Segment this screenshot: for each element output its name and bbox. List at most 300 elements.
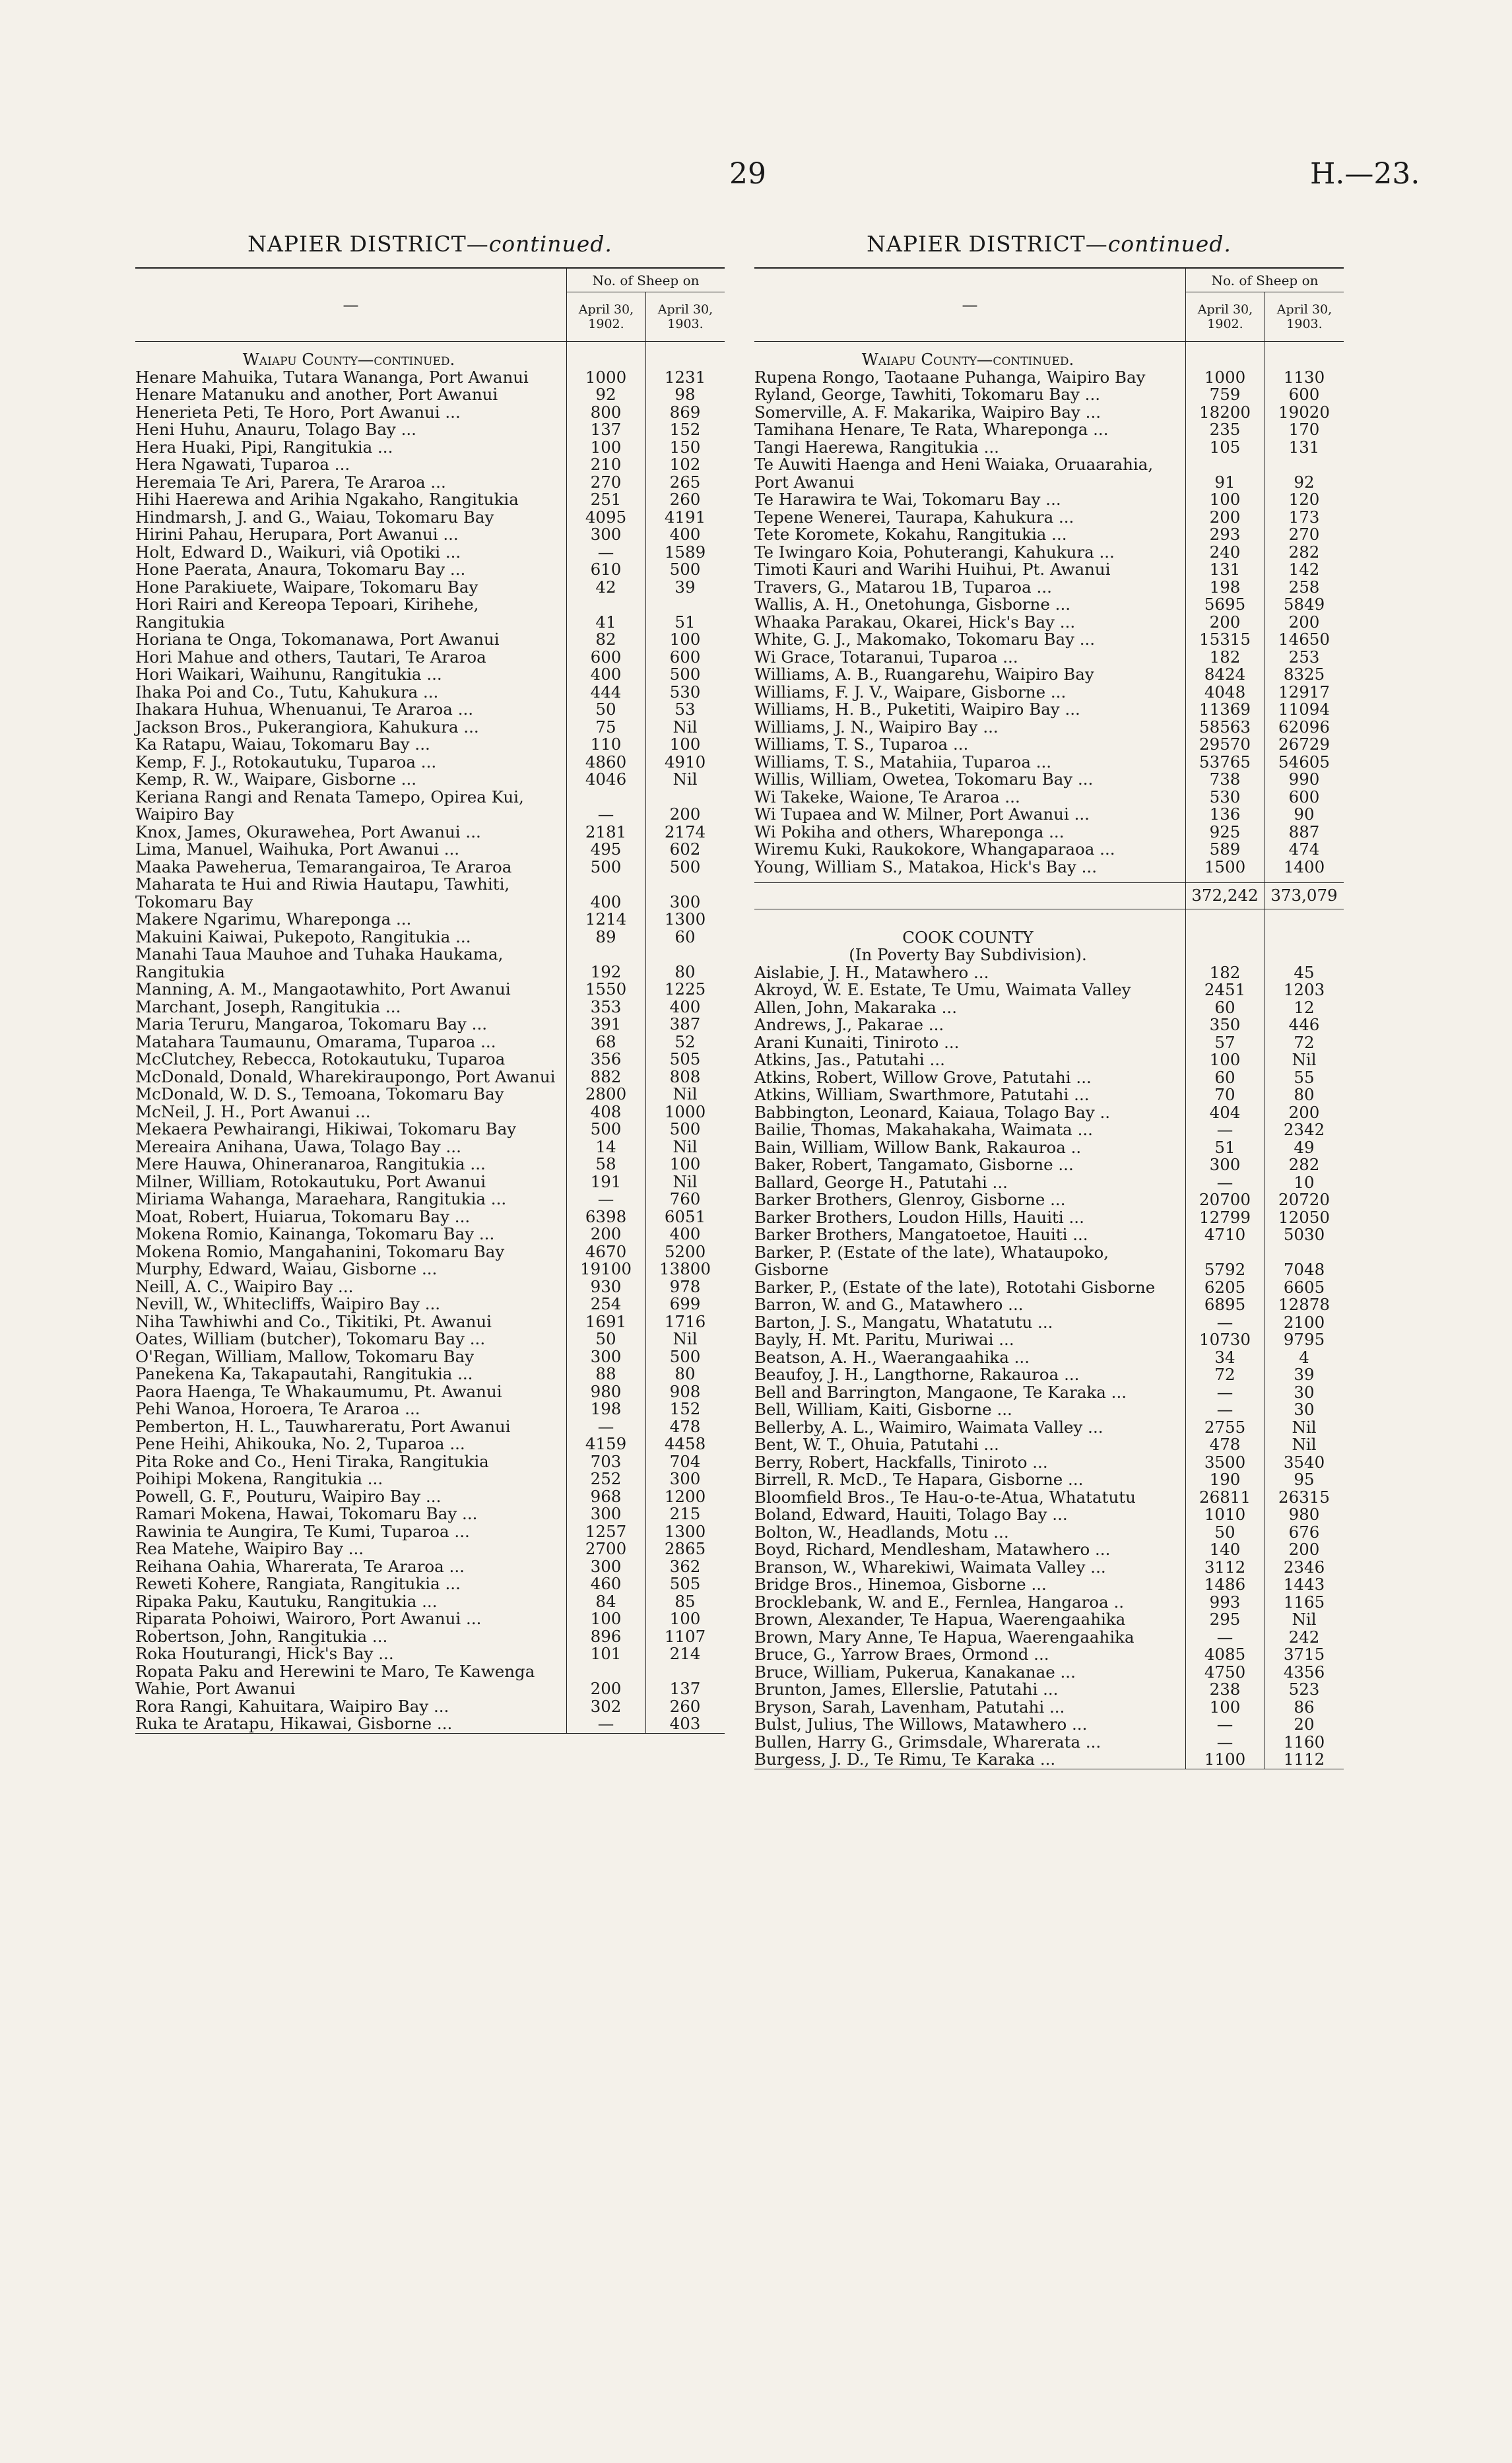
sheep-1902-cell: 1257 bbox=[585, 1521, 627, 1541]
sheep-1903-cell: 500 bbox=[669, 857, 701, 876]
sheep-1903-cell: 990 bbox=[1288, 770, 1320, 789]
sheep-1903-cell: 51 bbox=[674, 612, 696, 632]
sheep-1903-cell: 300 bbox=[669, 892, 701, 911]
table-row bbox=[754, 1559, 1344, 1577]
sheep-1902-cell: — bbox=[597, 1714, 614, 1733]
owner-cell: Atkins, William, Swarthmore, Patutahi ... bbox=[754, 1085, 1090, 1104]
table-row bbox=[754, 1209, 1344, 1227]
sheep-1902-cell: 610 bbox=[590, 560, 622, 579]
table-row bbox=[135, 1365, 725, 1383]
sheep-1903-cell: 45 bbox=[1294, 962, 1315, 982]
table-row bbox=[754, 1279, 1344, 1297]
owner-cell: Tangi Haerewa, Rangitukia ... bbox=[754, 437, 999, 457]
sheep-1903-cell: 500 bbox=[669, 665, 701, 684]
sheep-1903-cell: 282 bbox=[1288, 1155, 1320, 1174]
table-row bbox=[754, 1034, 1344, 1052]
cook-county-heading: COOK COUNTY bbox=[902, 927, 1034, 947]
sheep-1902-cell: 110 bbox=[590, 735, 622, 754]
right-col-1902: April 30, 1902. bbox=[1185, 292, 1265, 341]
owner-cell: Akroyd, W. E. Estate, Te Umu, Waimata Valley bbox=[754, 980, 1131, 999]
table-row bbox=[754, 596, 1344, 614]
owner-cell: Wi Grace, Totaranui, Tuparoa ... bbox=[754, 647, 1018, 667]
table-row bbox=[754, 614, 1344, 632]
sheep-1903-cell: 300 bbox=[669, 1469, 701, 1488]
table-row bbox=[754, 1366, 1344, 1384]
sheep-1902-cell: 10730 bbox=[1199, 1330, 1251, 1349]
table-row bbox=[754, 1716, 1344, 1734]
owner-cell: Rora Rangi, Kahuitara, Waipiro Bay ... bbox=[135, 1696, 449, 1716]
owner-cell: Young, William S., Matakoa, Hick's Bay ... bbox=[754, 857, 1097, 876]
owner-cell: Atkins, Jas., Patutahi ... bbox=[754, 1050, 945, 1069]
document-reference: H.—23. bbox=[1310, 157, 1420, 191]
owner-cell: Bayly, H. Mt. Paritu, Muriwai ... bbox=[754, 1330, 1014, 1349]
sheep-1902-cell: — bbox=[597, 805, 614, 824]
owner-cell: Makere Ngarimu, Whareponga ... bbox=[135, 909, 412, 929]
sheep-1903-cell: 12050 bbox=[1278, 1207, 1330, 1227]
table-row bbox=[754, 1314, 1344, 1332]
sheep-1903-cell: 72 bbox=[1294, 1032, 1315, 1052]
left-name-header: — bbox=[343, 296, 359, 314]
table-row bbox=[135, 421, 725, 439]
sheep-1902-cell: 4085 bbox=[1204, 1645, 1246, 1664]
table-row bbox=[135, 1645, 725, 1663]
sheep-1903-cell: 200 bbox=[1288, 1102, 1320, 1122]
sheep-1902-cell: 252 bbox=[590, 1469, 622, 1488]
sheep-1903-cell: 85 bbox=[674, 1591, 696, 1611]
table-row bbox=[135, 1540, 725, 1558]
sheep-1902-cell: 200 bbox=[1209, 507, 1241, 527]
table-row bbox=[754, 789, 1344, 806]
sheep-1903-cell: 95 bbox=[1294, 1470, 1315, 1489]
table-row bbox=[135, 596, 725, 631]
owner-cell: Nevill, W., Whitecliffs, Waipiro Bay ... bbox=[135, 1294, 441, 1313]
table-row bbox=[135, 841, 725, 859]
sheep-1903-cell: 173 bbox=[1288, 507, 1320, 527]
table-row bbox=[135, 491, 725, 509]
owner-cell: Makuini Kaiwai, Pukepoto, Rangitukia ... bbox=[135, 927, 471, 946]
sheep-1902-cell: 4159 bbox=[585, 1434, 627, 1453]
table-row bbox=[135, 1523, 725, 1541]
owner-cell: Maria Teruru, Mangaroa, Tokomaru Bay ... bbox=[135, 1014, 488, 1034]
sheep-1902-cell: 58563 bbox=[1199, 717, 1251, 737]
table-row bbox=[754, 859, 1344, 876]
sheep-1903-cell: 150 bbox=[669, 437, 701, 457]
owner-cell: Pehi Wanoa, Horoera, Te Araroa ... bbox=[135, 1399, 420, 1418]
table-row bbox=[135, 789, 725, 824]
table-row bbox=[754, 404, 1344, 422]
sheep-1902-cell: 4670 bbox=[585, 1241, 627, 1261]
sheep-1903-cell: Nil bbox=[1292, 1050, 1317, 1069]
table-row bbox=[754, 491, 1344, 509]
right-section-heading: Waiapu County—continued. bbox=[861, 350, 1074, 369]
sheep-1902-cell: 4048 bbox=[1204, 682, 1246, 702]
table-row bbox=[754, 1331, 1344, 1349]
sheep-1902-cell: 251 bbox=[590, 490, 622, 509]
owner-cell: Williams, A. B., Ruangarehu, Waipiro Bay bbox=[754, 665, 1094, 684]
table-row bbox=[135, 946, 725, 981]
table-row bbox=[754, 1244, 1344, 1279]
owner-cell: Williams, H. B., Puketiti, Waipiro Bay ... bbox=[754, 700, 1080, 719]
table-row bbox=[135, 1418, 725, 1436]
table-row bbox=[135, 1226, 725, 1243]
sheep-1903-cell: 505 bbox=[669, 1574, 701, 1593]
sheep-1902-cell: 19100 bbox=[580, 1259, 632, 1278]
sheep-1903-cell: 478 bbox=[669, 1416, 701, 1436]
owner-cell: Henare Mahuika, Tutara Wananga, Port Awanui bbox=[135, 367, 529, 387]
page-number: 29 bbox=[729, 157, 766, 191]
owner-cell: Hori Rairi and Kereopa Tepoari, Kirihehe, Rangitukia bbox=[135, 595, 479, 632]
sheep-1902-cell: 300 bbox=[590, 525, 622, 544]
owner-cell: Travers, G., Matarou 1B, Tuparoa ... bbox=[754, 577, 1052, 597]
owner-cell: Willis, William, Owetea, Tokomaru Bay ... bbox=[754, 770, 1094, 789]
sheep-1902-cell: 3112 bbox=[1204, 1557, 1246, 1577]
sheep-1902-cell: 105 bbox=[1209, 437, 1241, 457]
table-row bbox=[135, 439, 725, 457]
sheep-1902-cell: 34 bbox=[1214, 1347, 1235, 1367]
sheep-1902-cell: 12799 bbox=[1199, 1207, 1251, 1227]
sheep-1903-cell: 704 bbox=[669, 1451, 701, 1471]
owner-cell: Ihakara Huhua, Whenuanui, Te Araroa ... bbox=[135, 700, 474, 719]
sheep-1903-cell: 1300 bbox=[664, 1521, 706, 1541]
owner-cell: Ruka te Aratapu, Hikawai, Gisborne ... bbox=[135, 1714, 453, 1733]
sheep-1903-cell: 98 bbox=[674, 385, 696, 404]
owner-cell: Williams, T. S., Tuparoa ... bbox=[754, 735, 969, 754]
owner-cell: Williams, T. S., Matahiia, Tuparoa ... bbox=[754, 752, 1052, 772]
table-row bbox=[754, 526, 1344, 544]
owner-cell: Ramari Mokena, Hawai, Tokomaru Bay ... bbox=[135, 1504, 478, 1523]
owner-cell: Ihaka Poi and Co., Tutu, Kahukura ... bbox=[135, 682, 439, 702]
sheep-1903-cell: 100 bbox=[669, 1154, 701, 1173]
sheep-1903-cell: 5030 bbox=[1283, 1225, 1325, 1244]
sheep-1903-cell: 1589 bbox=[664, 542, 706, 562]
table-row bbox=[754, 1699, 1344, 1717]
owner-cell: Heni Huhu, Anauru, Tolago Bay ... bbox=[135, 420, 416, 439]
owner-cell: Boyd, Richard, Mendlesham, Matawhero ... bbox=[754, 1540, 1111, 1559]
sheep-1902-cell: 200 bbox=[1209, 612, 1241, 632]
table-row bbox=[135, 1575, 725, 1593]
sheep-1903-cell: 30 bbox=[1294, 1382, 1315, 1402]
sheep-1902-cell: 238 bbox=[1209, 1680, 1241, 1699]
table-row bbox=[754, 1069, 1344, 1087]
table-row bbox=[754, 806, 1344, 824]
owner-cell: Mere Hauwa, Ohineranaroa, Rangitukia ... bbox=[135, 1154, 486, 1173]
table-row bbox=[135, 1348, 725, 1366]
sheep-1903-cell: 86 bbox=[1294, 1697, 1315, 1717]
sheep-1902-cell: 2700 bbox=[585, 1539, 627, 1558]
sheep-1903-cell: 4191 bbox=[664, 507, 706, 527]
owner-cell: Mereaira Anihana, Uawa, Tolago Bay ... bbox=[135, 1136, 461, 1156]
sheep-1903-cell: 253 bbox=[1288, 647, 1320, 667]
sheep-1902-cell: 198 bbox=[1209, 577, 1241, 597]
owner-cell: Bryson, Sarah, Lavenham, Patutahi ... bbox=[754, 1697, 1065, 1717]
owner-cell: Hori Waikari, Waihunu, Rangitukia ... bbox=[135, 665, 442, 684]
sheep-1903-cell: Nil bbox=[673, 1084, 698, 1103]
sheep-1902-cell: 408 bbox=[590, 1101, 622, 1121]
sheep-1903-cell: 260 bbox=[669, 1696, 701, 1716]
sheep-1902-cell: 60 bbox=[1214, 1067, 1235, 1087]
sheep-1902-cell: 70 bbox=[1214, 1085, 1235, 1104]
sheep-1903-cell: 530 bbox=[669, 682, 701, 702]
owner-cell: Pita Roke and Co., Heni Tiraka, Rangitukia bbox=[135, 1451, 489, 1471]
sheep-1902-cell: 200 bbox=[590, 1224, 622, 1243]
owner-cell: McNeil, J. H., Port Awanui ... bbox=[135, 1101, 371, 1121]
owner-cell: Reweti Kohere, Rangiata, Rangitukia ... bbox=[135, 1574, 461, 1593]
owner-cell: Jackson Bros., Pukerangiora, Kahukura ... bbox=[135, 717, 479, 737]
left-table-body bbox=[135, 342, 725, 1733]
sheep-1903-cell: 2174 bbox=[664, 822, 706, 841]
sheep-1902-cell: 800 bbox=[590, 402, 622, 422]
sheep-1903-cell: Nil bbox=[1292, 1435, 1317, 1454]
table-row bbox=[754, 701, 1344, 719]
sheep-1902-cell: 11369 bbox=[1199, 700, 1251, 719]
right-table-body bbox=[754, 342, 1344, 1769]
owner-cell: Bent, W. T., Ohuia, Patutahi ... bbox=[754, 1435, 999, 1454]
table-row bbox=[135, 544, 725, 562]
right-col-1903: April 30, 1903. bbox=[1265, 292, 1344, 341]
sheep-1902-cell: 300 bbox=[1209, 1155, 1241, 1174]
table-row bbox=[754, 754, 1344, 772]
owner-cell: Tete Koromete, Kokahu, Rangitukia ... bbox=[754, 525, 1067, 544]
sheep-1902-cell: — bbox=[597, 1189, 614, 1208]
sheep-1902-cell: — bbox=[1216, 1627, 1233, 1647]
table-row bbox=[754, 1611, 1344, 1629]
owner-cell: Powell, G. F., Pouturu, Waipiro Bay ... bbox=[135, 1486, 442, 1506]
table-row bbox=[754, 1226, 1344, 1244]
sheep-1903-cell: 1443 bbox=[1283, 1575, 1325, 1594]
table-row bbox=[754, 684, 1344, 702]
sheep-1902-cell: 14 bbox=[595, 1136, 616, 1156]
table-row bbox=[754, 1629, 1344, 1647]
owner-cell: Te Harawira te Wai, Tokomaru Bay ... bbox=[754, 490, 1061, 509]
owner-cell: Bruce, William, Pukerua, Kanakanae ... bbox=[754, 1662, 1076, 1682]
sheep-1902-cell: 530 bbox=[1209, 787, 1241, 806]
table-row bbox=[135, 1278, 725, 1296]
sheep-1903-cell: 676 bbox=[1288, 1522, 1320, 1542]
right-sheep-header: No. of Sheep on bbox=[1185, 269, 1344, 292]
sheep-1902-cell: 136 bbox=[1209, 805, 1241, 824]
sheep-1902-cell: 300 bbox=[590, 1556, 622, 1576]
sheep-1903-cell: 30 bbox=[1294, 1400, 1315, 1419]
table-row bbox=[135, 369, 725, 387]
sheep-1903-cell: 1225 bbox=[664, 979, 706, 999]
sheep-1902-cell: 993 bbox=[1209, 1592, 1241, 1612]
sheep-1903-cell: 12 bbox=[1294, 997, 1315, 1017]
owner-cell: Hirini Pahau, Herupara, Port Awanui ... bbox=[135, 525, 459, 544]
sheep-1903-cell: Nil bbox=[673, 1171, 698, 1191]
sheep-1903-cell: 523 bbox=[1288, 1680, 1320, 1699]
sheep-1903-cell: 258 bbox=[1288, 577, 1320, 597]
table-row bbox=[754, 1436, 1344, 1454]
sheep-1903-cell: 200 bbox=[1288, 612, 1320, 632]
owner-cell: McClutchey, Rebecca, Rotokautuku, Tuparoa bbox=[135, 1049, 506, 1068]
sheep-1903-cell: 808 bbox=[669, 1067, 701, 1086]
owner-cell: Hera Ngawati, Tuparoa ... bbox=[135, 455, 350, 474]
sheep-1903-cell: 62096 bbox=[1278, 717, 1330, 737]
owner-cell: Bellerby, A. L., Waimiro, Waimata Valley ... bbox=[754, 1417, 1103, 1437]
sheep-1902-cell: 968 bbox=[590, 1486, 622, 1506]
table-row bbox=[754, 1524, 1344, 1542]
sheep-1902-cell: 100 bbox=[590, 1609, 622, 1628]
sheep-1902-cell: 89 bbox=[595, 927, 616, 946]
sheep-1902-cell: — bbox=[1216, 1382, 1233, 1402]
sheep-1903-cell: 505 bbox=[669, 1049, 701, 1068]
table-row bbox=[135, 1261, 725, 1278]
sheep-1903-cell: 2342 bbox=[1283, 1120, 1325, 1139]
table-row bbox=[135, 1505, 725, 1523]
table-row bbox=[135, 1663, 725, 1698]
table-row bbox=[754, 1139, 1344, 1157]
sheep-1903-cell: 446 bbox=[1288, 1015, 1320, 1034]
sheep-1902-cell: 500 bbox=[590, 857, 622, 876]
sheep-1903-cell: 100 bbox=[669, 630, 701, 649]
sheep-1903-cell: 9795 bbox=[1283, 1330, 1325, 1349]
sheep-1902-cell: 600 bbox=[590, 647, 622, 667]
owner-cell: Murphy, Edward, Waiau, Gisborne ... bbox=[135, 1259, 438, 1278]
owner-cell: Oates, William (butcher), Tokomaru Bay ... bbox=[135, 1329, 486, 1348]
sheep-1902-cell: 270 bbox=[590, 472, 622, 492]
sheep-1903-cell: 2346 bbox=[1283, 1557, 1325, 1577]
owner-cell: Bruce, G., Yarrow Braes, Ormond ... bbox=[754, 1645, 1049, 1664]
sheep-1903-cell: 699 bbox=[669, 1294, 701, 1313]
owner-cell: Paora Haenga, Te Whakaumumu, Pt. Awanui bbox=[135, 1381, 502, 1401]
right-title: NAPIER DISTRICT—continued. bbox=[867, 231, 1232, 257]
owner-cell: Birrell, R. McD., Te Hapara, Gisborne ... bbox=[754, 1470, 1084, 1489]
owner-cell: Whaaka Parakau, Okarei, Hick's Bay ... bbox=[754, 612, 1076, 632]
sheep-1903-cell: 60 bbox=[674, 927, 696, 946]
table-row bbox=[754, 509, 1344, 527]
sheep-1903-cell: 1716 bbox=[664, 1311, 706, 1331]
table-row bbox=[754, 1681, 1344, 1699]
owner-cell: Henare Matanuku and another, Port Awanui bbox=[135, 385, 498, 404]
table-row bbox=[135, 876, 725, 911]
table-row bbox=[754, 736, 1344, 754]
sheep-1902-cell: — bbox=[1216, 1312, 1233, 1332]
sheep-1903-cell: 400 bbox=[669, 525, 701, 544]
waiapu-total-row bbox=[754, 882, 1344, 909]
owner-cell: McDonald, Donald, Wharekiraupongo, Port Awanui bbox=[135, 1067, 556, 1086]
owner-cell: Hori Mahue and others, Tautari, Te Araroa bbox=[135, 647, 486, 667]
owner-cell: O'Regan, William, Mallow, Tokomaru Bay bbox=[135, 1346, 475, 1366]
table-row bbox=[135, 404, 725, 422]
sheep-1903-cell: 100 bbox=[669, 735, 701, 754]
sheep-1902-cell: 210 bbox=[590, 455, 622, 474]
sheep-1903-cell: 265 bbox=[669, 472, 701, 492]
sheep-1902-cell: 72 bbox=[1214, 1365, 1235, 1384]
table-row bbox=[754, 1489, 1344, 1507]
table-row bbox=[135, 1628, 725, 1646]
sheep-1903-cell: 4458 bbox=[664, 1434, 706, 1453]
sheep-1903-cell: 600 bbox=[1288, 385, 1320, 404]
owner-cell: Williams, J. N., Waipiro Bay ... bbox=[754, 717, 999, 737]
sheep-1903-cell: 362 bbox=[669, 1556, 701, 1576]
sheep-1902-cell: 356 bbox=[590, 1049, 622, 1068]
sheep-1902-cell: 29570 bbox=[1199, 735, 1251, 754]
sheep-1903-cell: 1231 bbox=[664, 367, 706, 387]
table-row bbox=[135, 1121, 725, 1138]
sheep-1903-cell: 400 bbox=[669, 997, 701, 1016]
sheep-1903-cell: 4356 bbox=[1283, 1662, 1325, 1682]
sheep-1903-cell: 53 bbox=[674, 700, 696, 719]
table-row bbox=[135, 1034, 725, 1051]
sheep-1903-cell: 400 bbox=[669, 1224, 701, 1243]
table-row bbox=[754, 369, 1344, 387]
sheep-1902-cell: 1100 bbox=[1204, 1750, 1246, 1769]
owner-cell: Beaufoy, J. H., Langthorne, Rakauroa ... bbox=[754, 1365, 1080, 1384]
sheep-1903-cell: 500 bbox=[669, 1346, 701, 1366]
sheep-1903-cell: 20720 bbox=[1278, 1190, 1330, 1209]
sheep-1903-cell: 500 bbox=[669, 1119, 701, 1138]
table-row bbox=[754, 1104, 1344, 1122]
left-column bbox=[135, 231, 725, 1734]
owner-cell: Brocklebank, W. and E., Fernlea, Hangaroa .. bbox=[754, 1592, 1125, 1612]
sheep-1903-cell: 26315 bbox=[1278, 1487, 1330, 1507]
sheep-1903-cell: 270 bbox=[1288, 525, 1320, 544]
owner-cell: Niha Tawhiwhi and Co., Tikitiki, Pt. Awanui bbox=[135, 1311, 492, 1331]
table-row bbox=[754, 544, 1344, 562]
owner-cell: Mokena Romio, Kainanga, Tokomaru Bay ... bbox=[135, 1224, 495, 1243]
owner-cell: Poihipi Mokena, Rangitukia ... bbox=[135, 1469, 383, 1488]
owner-cell: Pene Heihi, Ahikouka, No. 2, Tuparoa ... bbox=[135, 1434, 465, 1453]
left-table-header bbox=[135, 269, 725, 342]
owner-cell: Ballard, George H., Patutahi ... bbox=[754, 1172, 1008, 1192]
sheep-1902-cell: 6205 bbox=[1204, 1277, 1246, 1297]
owner-cell: Bell and Barrington, Mangaone, Te Karaka ... bbox=[754, 1382, 1127, 1402]
sheep-1903-cell: 102 bbox=[669, 455, 701, 474]
sheep-1902-cell: 302 bbox=[590, 1696, 622, 1716]
table-row bbox=[754, 1086, 1344, 1104]
table-row bbox=[135, 684, 725, 702]
sheep-1902-cell: 101 bbox=[590, 1644, 622, 1663]
owner-cell: Barker Brothers, Mangatoetoe, Hauiti ... bbox=[754, 1225, 1088, 1244]
sheep-1903-cell: 260 bbox=[669, 490, 701, 509]
sheep-1903-cell: Nil bbox=[673, 1329, 698, 1348]
sheep-1902-cell: — bbox=[1216, 1120, 1233, 1139]
owner-cell: Heremaia Te Ari, Parera, Te Araroa ... bbox=[135, 472, 446, 492]
owner-cell: Hera Huaki, Pipi, Rangitukia ... bbox=[135, 437, 393, 457]
sheep-1902-cell: 50 bbox=[595, 700, 616, 719]
table-row bbox=[135, 1383, 725, 1401]
owner-cell: Hone Parakiuete, Waipare, Tokomaru Bay bbox=[135, 577, 478, 597]
table-row bbox=[754, 1471, 1344, 1489]
owner-cell: Maharata te Hui and Riwia Hautapu, Tawhiti, Tokomaru Bay bbox=[135, 874, 510, 911]
sheep-1902-cell: 57 bbox=[1214, 1032, 1235, 1052]
left-col-1902: April 30, 1902. bbox=[566, 292, 645, 341]
sheep-1902-cell: 4750 bbox=[1204, 1662, 1246, 1682]
sheep-1903-cell: 152 bbox=[669, 1399, 701, 1418]
sheep-1903-cell: 1160 bbox=[1283, 1732, 1325, 1752]
table-row bbox=[135, 1698, 725, 1716]
sheep-1903-cell: 100 bbox=[669, 1609, 701, 1628]
sheep-1902-cell: 4095 bbox=[585, 507, 627, 527]
sheep-1903-cell: 92 bbox=[1294, 472, 1315, 492]
table-row bbox=[754, 1016, 1344, 1034]
table-row bbox=[135, 1593, 725, 1611]
sheep-1903-cell: 869 bbox=[669, 402, 701, 422]
sheep-1902-cell: — bbox=[1216, 1715, 1233, 1734]
owner-cell: Henerieta Peti, Te Horo, Port Awanui ... bbox=[135, 402, 461, 422]
sheep-1903-cell: 242 bbox=[1288, 1627, 1320, 1647]
sheep-1902-cell: 50 bbox=[595, 1329, 616, 1348]
table-row bbox=[135, 456, 725, 474]
sheep-1902-cell: 100 bbox=[590, 437, 622, 457]
table-row bbox=[754, 1174, 1344, 1192]
sheep-1902-cell: 198 bbox=[590, 1399, 622, 1418]
owner-cell: Barker, P. (Estate of the late), Whataupoko, Gisborne bbox=[754, 1242, 1109, 1279]
sheep-1902-cell: 2451 bbox=[1204, 980, 1246, 999]
sheep-1903-cell: 282 bbox=[1288, 542, 1320, 562]
owner-cell: Beatson, A. H., Waerangaahika ... bbox=[754, 1347, 1030, 1367]
owner-cell: Branson, W., Wharekiwi, Waimata Valley ... bbox=[754, 1557, 1106, 1577]
